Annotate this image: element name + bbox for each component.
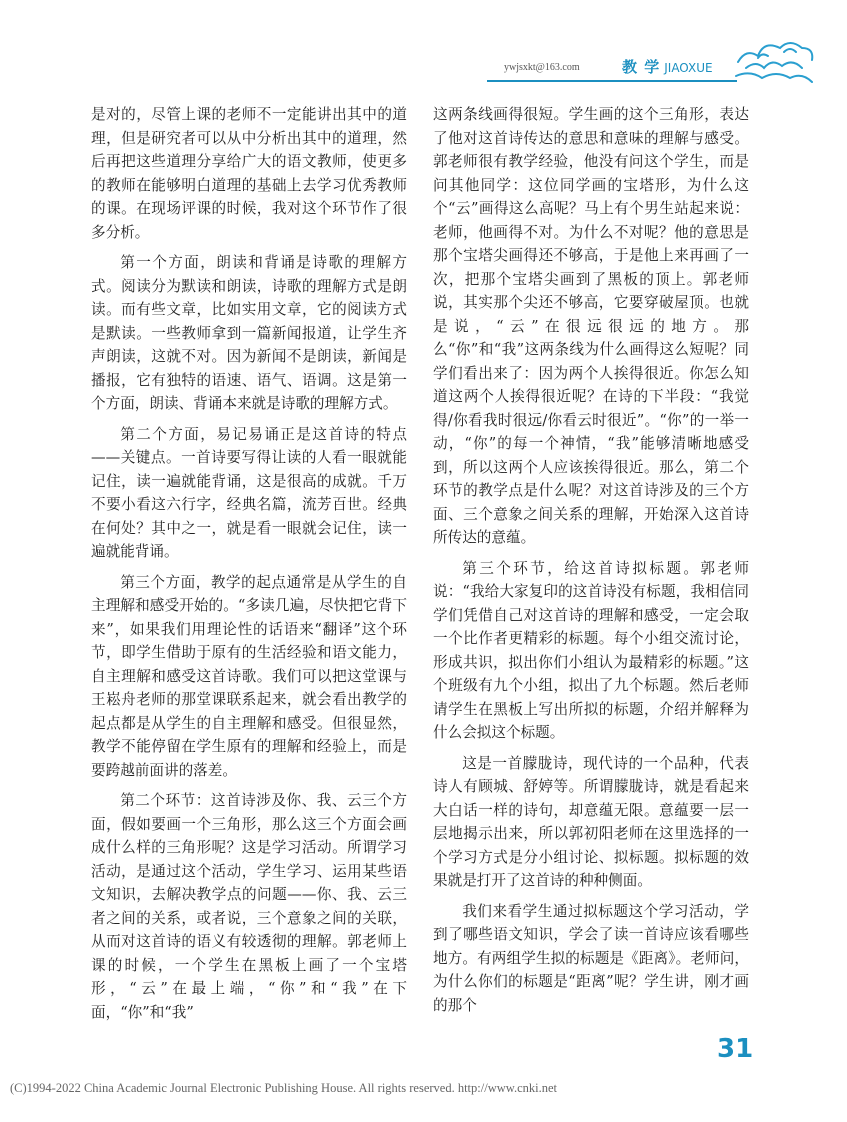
paragraph: 第二个环节：这首诗涉及你、我、云三个方面，假如要画一个三角形，那么这三个方面会画成什么样的三角形呢？这是学习活动。所谓学习活动，是通过这个活动，学生学习、运用某些语文知识，去解决教学点的问题——你、我、云三者之间的关系，或者说，三个意象之间的关联，从而对这首诗的语义有较透彻的理解。郭老师上课的时候，一个学生在黑板上画了一个宝塔形，“云”在最上端，“你”和“我”在下面，“你”和“我” bbox=[91, 792, 407, 1021]
paragraph: 这是一首朦胧诗，现代诗的一个品种，代表诗人有顾城、舒婷等。所谓朦胧诗，就是看起来大白话一样的诗句，却意蕴无限。意蕴要一层一层地揭示出来，所以郭初阳老师在这里选择的一个学习方式是分小组讨论、拟标题。拟标题的效果就是打开了这首诗的种种侧面。 bbox=[433, 754, 749, 889]
header-title-en: JIAOXUE bbox=[664, 61, 713, 75]
paragraph: 第二个方面，易记易诵正是这首诗的特点——关键点。一首诗要写得让读的人看一眼就能记住，读一遍就能背诵，这是很高的成就。千万不要小看这六行字，经典名篇，流芳百世。经典在何处？其中之一，就是看一眼就会记住，读一遍就能背诵。 bbox=[91, 425, 407, 560]
text-column-left bbox=[91, 103, 407, 1024]
text-column-right bbox=[433, 103, 749, 1017]
paragraph: 第三个环节，给这首诗拟标题。郭老师说：“我给大家复印的这首诗没有标题，我相信同学们凭借自己对这首诗的理解和感受，一定会取一个比作者更精彩的标题。每个小组交流讨论，形成共识，拟出你们小组认为最精彩的标题。”这个班级有九个小组，拟出了九个标题。然后老师请学生在黑板上写出所拟的标题，介绍并解释为什么会拟这个标题。 bbox=[433, 559, 749, 741]
paragraph: 第一个方面，朗读和背诵是诗歌的理解方式。阅读分为默读和朗读，诗歌的理解方式是朗读。而有些文章，比如实用文章，它的阅读方式是默读。一些教师拿到一篇新闻报道，让学生齐声朗读，这就不对。因为新闻不是朗读，新闻是播报，它有独特的语速、语气、语调。这是第一个方面，朗读、背诵本来就是诗歌的理解方式。 bbox=[91, 254, 407, 412]
header-title bbox=[622, 56, 713, 77]
copyright-footer: (C)1994-2022 China Academic Journal Electronic Publishing House. All rights reserved. http://www.cnki.net bbox=[10, 1081, 558, 1095]
page-header bbox=[0, 28, 847, 86]
paragraph: 是对的，尽管上课的老师不一定能讲出其中的道理，但是研究者可以从中分析出其中的道理，然后再把这些道理分享给广大的语文教师，使更多的教师在能够明白道理的基础上去学习优秀教师的课。在现场评课的时候，我对这个环节作了很多分析。 bbox=[91, 106, 407, 241]
header-title-cn: 教 学 bbox=[622, 58, 661, 76]
page-number: 31 bbox=[717, 1034, 754, 1064]
paragraph: 我们来看学生通过拟标题这个学习活动，学到了哪些语文知识，学会了读一首诗应该看哪些地方。有两组学生拟的标题是《距离》。老师问，为什么你们的标题是“距离”呢？学生讲，刚才画的那个 bbox=[433, 902, 749, 1014]
cloud-wave-icon bbox=[728, 32, 818, 96]
paragraph: 第三个方面，教学的起点通常是从学生的自主理解和感受开始的。“多读几遍，尽快把它背下来”，如果我们用理论性的话语来“翻译”这个环节，即学生借助于原有的生活经验和语文能力，自主理解和感受这首诗歌。我们可以把这堂课与王崧舟老师的那堂课联系起来，就会看出教学的起点都是从学生的自主理解和感受。但很显然，教学不能停留在学生原有的理解和经验上，而是要跨越前面讲的落差。 bbox=[91, 573, 407, 779]
paragraph: 这两条线画得很短。学生画的这个三角形，表达了他对这首诗传达的意思和意味的理解与感受。郭老师很有教学经验，他没有问这个学生，而是问其他同学：这位同学画的宝塔形，为什么这个“云”画得这么高呢？马上有个男生站起来说：老师，他画得不对。为什么不对呢？他的意思是那个宝塔尖画得还不够高，于是他上来再画了一次，把那个宝塔尖画到了黑板的顶上。郭老师说，其实那个尖还不够高，它要穿破屋顶。也就是说，“云”在很远很远的地方。那么“你”和“我”这两条线为什么画得这么短呢？同学们看出来了：因为两个人挨得很近。你怎么知道这两个人挨得很近呢？在诗的下半段：“我觉得/你看我时很远/你看云时很近”。“你”的一举一动，“你”的每一个神情，“我”能够清晰地感受到，所以这两个人应该挨得很近。那么，第二个环节的教学点是什么呢？对这首诗涉及的三个方面、三个意象之间关系的理解，开始深入这首诗所传达的意蕴。 bbox=[433, 106, 749, 546]
header-rule bbox=[487, 80, 737, 82]
header-email: ywjsxkt@163.com bbox=[504, 62, 580, 73]
